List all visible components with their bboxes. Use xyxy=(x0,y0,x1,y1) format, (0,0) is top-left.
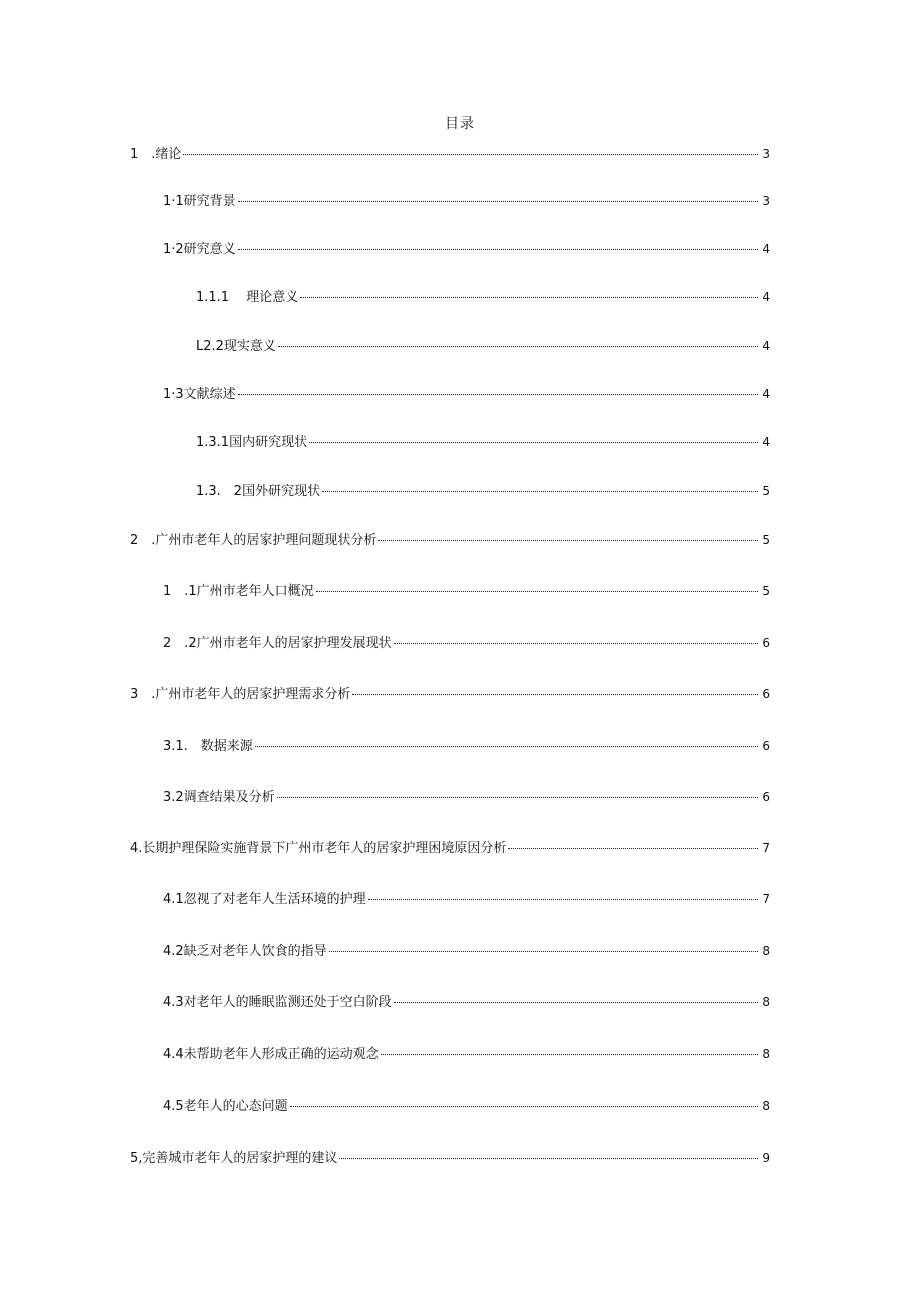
toc-entry-page: 7 xyxy=(762,841,770,855)
toc-entry-page: 5 xyxy=(762,533,770,547)
dot-leader xyxy=(238,248,758,250)
toc-entry xyxy=(163,582,770,600)
toc-entry xyxy=(196,433,770,451)
dot-leader xyxy=(329,950,758,952)
toc-entry-page: 8 xyxy=(762,1047,770,1061)
toc-entry-page: 5 xyxy=(762,484,770,498)
toc-entry xyxy=(196,482,770,500)
toc-entry xyxy=(163,192,770,210)
toc-entry xyxy=(130,839,770,857)
toc-entry-text: 4.2缺乏对老年人饮食的指导 xyxy=(163,944,327,959)
dot-leader xyxy=(278,345,758,347)
toc-entry-page: 6 xyxy=(762,687,770,701)
toc-entry xyxy=(163,240,770,258)
dot-leader xyxy=(352,693,758,695)
toc-entry xyxy=(163,737,770,755)
toc-entry xyxy=(130,145,770,163)
toc-entry-text: 2 .广州市老年人的居家护理问题现状分析 xyxy=(130,533,377,548)
toc-entry-page: 4 xyxy=(762,242,770,256)
toc-entry xyxy=(130,685,770,703)
toc-entry-text: 3 .广州市老年人的居家护理需求分析 xyxy=(130,687,351,702)
toc-entry-page: 6 xyxy=(762,739,770,753)
toc-entry-text: 1·3文献综述 xyxy=(163,387,236,402)
toc-entry-page: 6 xyxy=(762,636,770,650)
toc-entry xyxy=(196,288,770,306)
toc-entry xyxy=(163,788,770,806)
dot-leader xyxy=(316,590,758,592)
dot-leader xyxy=(238,200,758,202)
toc-entry-page: 4 xyxy=(762,387,770,401)
toc-entry-page: 9 xyxy=(762,1151,770,1165)
toc-title: 目录 xyxy=(445,116,475,132)
toc-entry-text: 1·1研究背景 xyxy=(163,194,236,209)
toc-entry-text: 1·2研究意义 xyxy=(163,242,236,257)
toc-entry-page: 4 xyxy=(762,339,770,353)
toc-entry xyxy=(130,1149,770,1167)
toc-entry-text: 4.1忽视了对老年人生活环境的护理 xyxy=(163,892,366,907)
dot-leader xyxy=(368,898,758,900)
toc-entry-page: 6 xyxy=(762,790,770,804)
toc-entry-text: 3.1. 数据来源 xyxy=(163,739,253,754)
toc-entry-text: 1.3.1国内研究现状 xyxy=(196,435,308,450)
toc-entry-text: L2.2现实意义 xyxy=(196,339,276,354)
toc-entry-text: 3.2调查结果及分析 xyxy=(163,790,275,805)
toc-entry-page: 3 xyxy=(762,147,770,161)
toc-entry-page: 8 xyxy=(762,995,770,1009)
dot-leader xyxy=(309,441,758,443)
toc-entry-page: 4 xyxy=(762,435,770,449)
toc-entry-page: 3 xyxy=(762,194,770,208)
toc-entry xyxy=(163,634,770,652)
dot-leader xyxy=(322,490,758,492)
toc-entry xyxy=(163,385,770,403)
toc-entry-text: 4.5老年人的心态问题 xyxy=(163,1099,288,1114)
dot-leader xyxy=(381,1053,758,1055)
toc-entry xyxy=(163,942,770,960)
toc-entry-page: 8 xyxy=(762,944,770,958)
toc-entry xyxy=(163,1097,770,1115)
toc-entry xyxy=(163,890,770,908)
toc-entry-page: 8 xyxy=(762,1099,770,1113)
toc-entry-text: 1 .绪论 xyxy=(130,147,182,162)
dot-leader xyxy=(277,796,758,798)
dot-leader xyxy=(183,153,758,155)
dot-leader xyxy=(378,539,758,541)
toc-entry xyxy=(130,531,770,549)
toc-entry-text: 1.3. 2国外研究现状 xyxy=(196,484,321,499)
toc-entry-text: 1 .1广州市老年人口概况 xyxy=(163,584,314,599)
toc-entry-text: 2 .2广州市老年人的居家护理发展现状 xyxy=(163,636,392,651)
toc-entry-page: 5 xyxy=(762,584,770,598)
dot-leader xyxy=(290,1105,758,1107)
toc-entry-page: 7 xyxy=(762,892,770,906)
dot-leader xyxy=(255,745,758,747)
toc-entry xyxy=(196,337,770,355)
dot-leader xyxy=(339,1157,758,1159)
toc-entry-page: 4 xyxy=(762,290,770,304)
dot-leader xyxy=(238,393,758,395)
toc-entry-text: 4.4未帮助老年人形成正确的运动观念 xyxy=(163,1047,379,1062)
toc-entry-text: 4.长期护理保险实施背景下广州市老年人的居家护理困境原因分析 xyxy=(130,841,507,856)
toc-entry-text: 4.3对老年人的睡眠监测还处于空白阶段 xyxy=(163,995,392,1010)
dot-leader xyxy=(508,847,758,849)
toc-entry xyxy=(163,993,770,1011)
toc-entry-text: 5,完善城市老年人的居家护理的建议 xyxy=(130,1151,338,1166)
dot-leader xyxy=(394,642,758,644)
toc-entry xyxy=(163,1045,770,1063)
dot-leader xyxy=(300,296,758,298)
dot-leader xyxy=(394,1001,758,1003)
toc-entry-text: 1.1.1 理论意义 xyxy=(196,290,299,305)
